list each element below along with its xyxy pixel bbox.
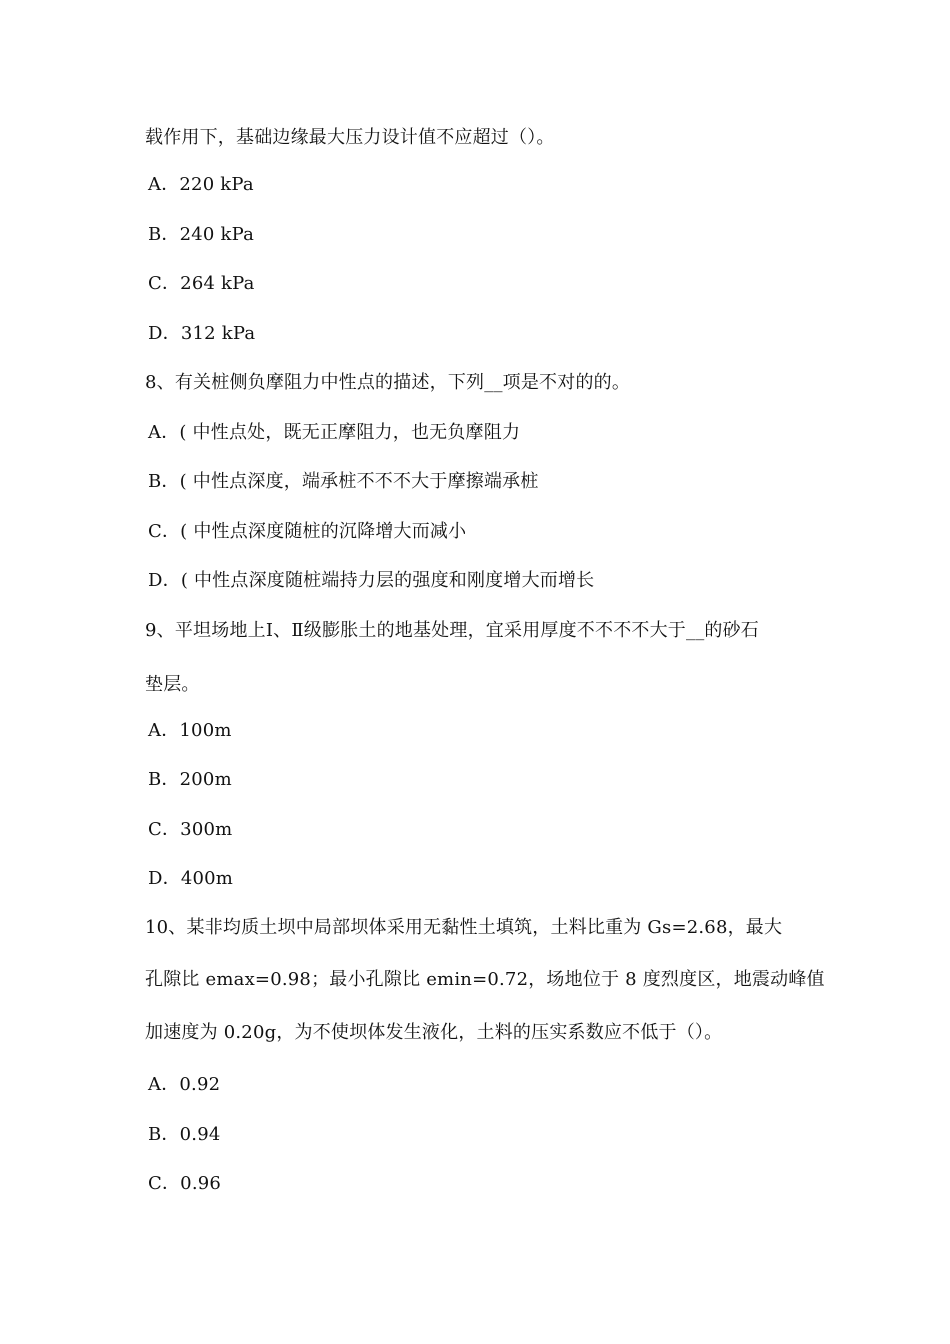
question-7-option-d: D．312 kPa: [148, 323, 256, 344]
question-9-option-c: C．300m: [148, 819, 233, 840]
question-9-option-b: B．200m: [148, 769, 232, 790]
question-9-option-d: D．400m: [148, 868, 234, 889]
question-7-option-b: B．240 kPa: [148, 224, 255, 245]
question-9-stem-line-2: 垫层。: [145, 674, 200, 695]
question-9-option-a: A．100m: [148, 720, 232, 741]
question-8-option-c: C．( 中性点深度随桩的沉降增大而减小: [148, 521, 467, 542]
question-10-stem-line-2: 孔隙比 emax=0.98；最小孔隙比 emin=0.72，场地位于 8 度烈度区，地震动峰值: [145, 969, 825, 990]
question-10-option-c: C．0.96: [148, 1173, 222, 1194]
question-7-option-c: C．264 kPa: [148, 273, 255, 294]
question-8-option-b: B．( 中性点深度，端承桩不不不大于摩擦端承桩: [148, 471, 539, 492]
question-10-stem-line-1: 10、某非均质土坝中局部坝体采用无黏性土填筑，土料比重为 Gs=2.68，最大: [145, 917, 783, 938]
question-7-option-a: A．220 kPa: [148, 174, 254, 195]
question-9-stem-line-1: 9、平坦场地上Ⅰ、Ⅱ级膨胀土的地基处理，宜采用厚度不不不不大于__的砂石: [145, 620, 759, 641]
question-8-stem: 8、有关桩侧负摩阻力中性点的描述，下列__项是不对的的。: [145, 372, 631, 393]
question-8-option-d: D．( 中性点深度随桩端持力层的强度和刚度增大而增长: [148, 570, 595, 591]
question-10-stem-line-3: 加速度为 0.20g，为不使坝体发生液化，土料的压实系数应不低于（）。: [145, 1022, 723, 1043]
question-10-option-b: B．0.94: [148, 1124, 221, 1145]
question-7-stem-continuation: 载作用下，基础边缘最大压力设计值不应超过（）。: [145, 127, 555, 148]
question-10-option-a: A．0.92: [148, 1074, 221, 1095]
question-8-option-a: A．( 中性点处，既无正摩阻力，也无负摩阻力: [148, 422, 521, 443]
